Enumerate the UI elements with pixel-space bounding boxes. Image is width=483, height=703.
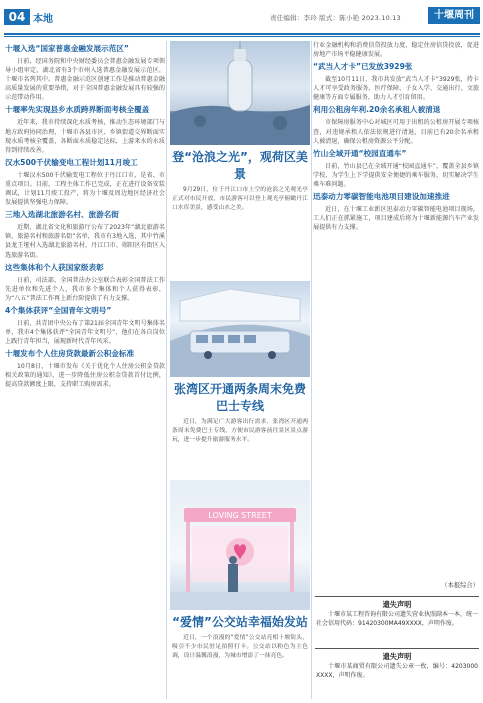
byline: （本报综合） [441, 582, 479, 589]
left-column [5, 41, 165, 699]
article-headline: 登“沧浪之光”，观荷区美景 [172, 150, 308, 181]
news-headline: 十堰入选“国家普惠金融发展示范区” [5, 44, 129, 53]
section-title: 本地 [33, 14, 53, 25]
news-headline: 十堰率先实现县乡水质跨界断面考核全覆盖 [5, 105, 150, 115]
news-brief [313, 62, 479, 102]
editor-meta: 责任编辑：李玲 版式：陈小艳 2023.10.13 [270, 14, 401, 22]
news-brief [5, 349, 165, 389]
news-brief [5, 306, 165, 346]
article-tower [172, 148, 308, 213]
news-paragraph: 日前，共青团中央公布了第21届全国青年文明号集体名单，我市4个集体获评“全国青年文明号”，他们在各自岗位上践行青年担当，展现新时代青年风采。 [5, 319, 165, 346]
news-paragraph: 近期，湖北省文化和旅游厅公布了2023年“湖北旅游名镇、旅游名村和旅游名街”名单，我市有3地入选，其中竹溪县龙王垭村入选湖北旅游名村，丹江口市、郧阳区有街区入选旅游名街。 [5, 224, 165, 259]
news-paragraph: 目前，竹山县已在全域开通“校园直通车”，覆盖全县乡镇学校，为学生上下学提供安全便捷的乘车服务，切实解决学生乘车难问题。 [313, 162, 479, 188]
page-header [0, 0, 483, 34]
news-headline: 4个集体获评“全国青年文明号” [5, 305, 112, 315]
photo-love-bus-stop [170, 480, 310, 610]
photo-observation-tower [170, 41, 310, 145]
news-brief [5, 44, 165, 102]
header-rule [4, 33, 480, 35]
news-headline: 三地入选湖北旅游名村、旅游名街 [5, 210, 119, 220]
column-divider [311, 41, 312, 699]
notice-divider [315, 596, 479, 597]
news-headline: 利用公租房年利.20余名承租人被清退 [313, 105, 441, 115]
right-column [313, 41, 479, 601]
notice-lost-2 [316, 652, 478, 680]
news-headline: 这些集体和个人获国家级表彰 [5, 262, 104, 272]
news-brief [313, 192, 479, 232]
news-paragraph: 日前，经国务院和中央财经委员会普惠金融发展专项领导小组审定，湖北省有3个市州入选普惠金融发展示范区，十堰市名列其中。普惠金融示范区创建工作是推动普惠金融高质量发展的重要举措，对于全国普惠金融发展具有较强的示范带动作用。 [5, 58, 165, 102]
notice-title: 遗失声明 [382, 600, 412, 609]
news-paragraph: 市保障房服务中心对城区可用于出租的公租房开展专项核查，对违规承租人依法依规进行清退，目前已有20余名承租人被清退，确保公租房资源公平分配。 [313, 119, 479, 145]
page-number: 04 [4, 9, 30, 25]
photo-bus-line [170, 281, 310, 377]
news-headline: 十堰发布个人住房贷款最新公积金标准 [5, 349, 135, 359]
news-paragraph: 近日，在十堰工业新区迅泰动力零碳智能电池项目现场，工人们正在抓紧施工，项目建成后将为十堰新能源汽车产业发展提供有力支撑。 [313, 206, 479, 232]
bus-stop-sign-text: LOVING STREET [208, 511, 272, 520]
news-brief [5, 263, 165, 303]
notice-text: 十堰市某商贸有限公司遗失公章一枚，编号：4203000XXXX，声明作废。 [316, 663, 478, 679]
article-bus [172, 380, 308, 445]
article-headline: “爱情”公交站幸福始发站 [172, 615, 308, 629]
news-headline: 迅泰动力零碳智能电池项目建设加速推进 [313, 192, 450, 202]
header-rule-thin [4, 36, 480, 37]
continued-paragraph: 行业金融机构和消费信贷投放力度，稳定住房信贷投放，促进房地产市场平稳健康发展。 [313, 42, 479, 59]
news-brief [5, 158, 165, 207]
news-headline: “武当人才卡”已发放3929张 [313, 62, 413, 72]
news-headline: 汉水500千伏输变电工程计划11月竣工 [5, 157, 138, 167]
masthead: 十堰周刊 [428, 7, 480, 24]
notice-title: 遗失声明 [382, 652, 412, 661]
notice-lost-1 [316, 600, 478, 628]
news-paragraph: 近年来，我市持续深化水质考核，推动生态环境部门与地方政府协同治理，十堰市各县市区、乡镇街道交界断面实现水质考核全覆盖，各断面水质稳定达标，上游来水的水质得到持续改善。 [5, 119, 165, 154]
news-brief [5, 210, 165, 259]
news-brief [313, 105, 479, 145]
news-headline: 竹山全域开通“校园直通车” [313, 148, 407, 158]
article-body: 近日，为满足广大游客出行需求，张湾区开通两条周末免费巴士专线，方便市民游客前往景区景点游玩，进一步提升旅游服务水平。 [172, 419, 308, 443]
news-paragraph: 十堰汉水500千伏输变电工程位于丹江口市，是省、市重点项目。目前，工程主体工作已完成，正在进行设备安装调试，计划11月竣工投产，将为十堰及周边地区经济社会发展提供坚强电力保障。 [5, 171, 165, 207]
news-brief [5, 105, 165, 154]
news-paragraph: 日前，司法部、全国普法办公室联合表彰全国普法工作先进单位和先进个人，我市多个集体和个人获得表彰，为“八五”普法工作再上新台阶提供了有力支撑。 [5, 276, 165, 302]
article-body: 近日，一个浪漫的“爱情”公交站亮相十堰街头，吸引不少市民驻足拍照打卡。公交站以粉色为主色调，设计温馨浪漫，为城市增添了一抹亮色。 [172, 635, 308, 659]
article-headline: 张湾区开通两条周末免费巴士专线 [173, 382, 306, 413]
news-paragraph: 截至10月11日，我市共发放“武当人才卡”3929张，持卡人才可享受政务服务、医疗保障、子女入学、交通出行、文旅健康等方面专属服务，助力人才引育留用。 [313, 76, 479, 102]
news-paragraph: 10月8日，十堰市发布《关于优化个人住房公积金贷款相关政策的通知》，进一步降低住房公积金贷款首付比例，提高贷款额度上限，支持职工购房需求。 [5, 363, 165, 389]
article-body: 9月29日，位于丹江口市上空的沧浪之光观光亭正式对市民开放，市民游客可以登上观光亭俯瞰丹江口水库美景，感受山水之美。 [172, 187, 308, 211]
notice-text: 十堰市某工程咨询有限公司遗失营业执照副本一本，统一社会信用代码：91420300MA49XXXX，声明作废。 [316, 611, 479, 627]
column-divider [166, 41, 167, 699]
article-love-stop [172, 613, 308, 661]
notice-divider [315, 648, 479, 649]
news-brief [313, 149, 479, 189]
